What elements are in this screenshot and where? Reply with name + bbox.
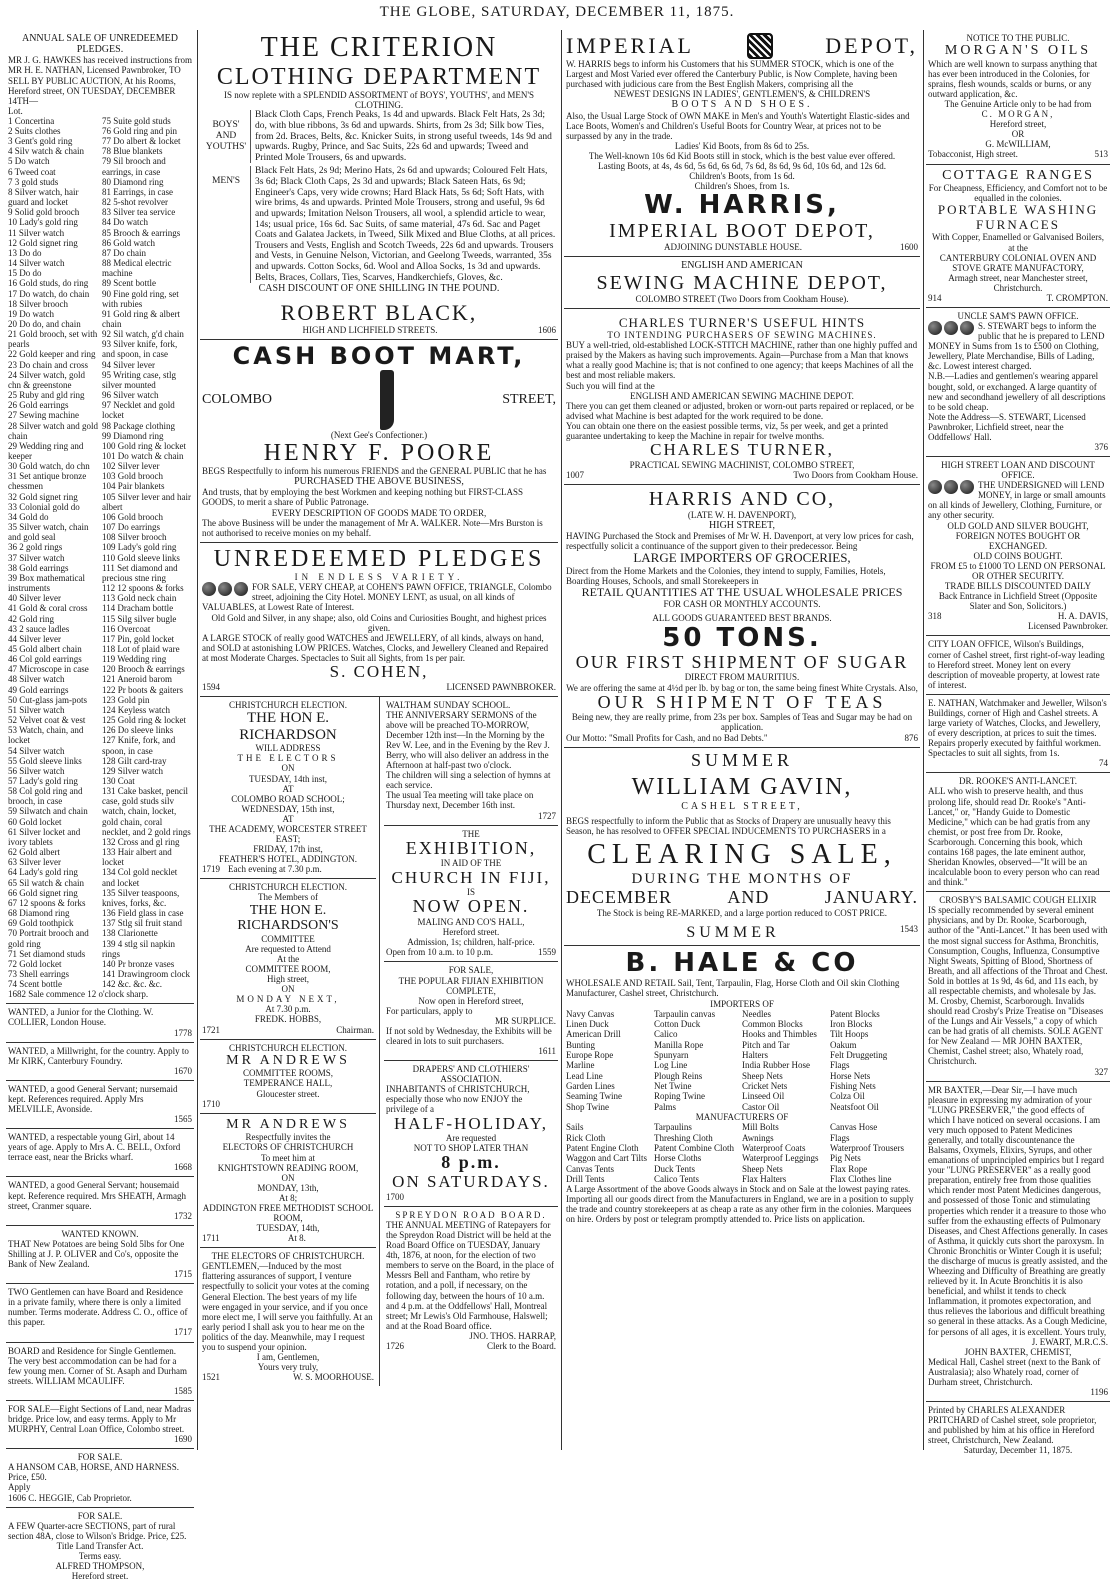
lot-item: 110 Gold sleeve links <box>102 552 180 563</box>
lot-item: 109 Lady's gold ring <box>102 542 177 553</box>
lot-item: 87 Do chain <box>102 247 146 258</box>
lot-item: 130 Coat <box>102 776 135 786</box>
lot-item: 18 Silver brooch <box>8 298 68 309</box>
lot-item: 135 Silver teaspoons, knives, forks, &c. <box>102 887 180 908</box>
list-item: Hooks and Thimbles <box>742 1029 817 1040</box>
lot-item: 101 Do watch & chain <box>102 451 184 461</box>
lot-item: 28 Silver watch and gold chain <box>8 420 98 441</box>
printer-imprint: Printed by CHARLES ALEXANDER PRITCHARD of Cashel street, sole proprietor, and published by him at his office in Hereford street, Christchurch, New Zealand. Saturday, December 11, 1875. <box>928 1405 1097 1456</box>
lot-item: 20 Do do, and chain <box>8 318 81 329</box>
lot-item: 86 Gold watch <box>102 237 155 248</box>
lot-item: 129 Silver watch <box>102 765 163 776</box>
list-item: Plough Reins <box>654 1070 703 1081</box>
lot-item: 38 Gold earrings <box>8 562 69 573</box>
lot-item: 36 2 gold rings <box>8 542 63 553</box>
list-item: Tarpaulins <box>654 1122 692 1133</box>
lot-item: 68 Diamond ring <box>8 908 70 919</box>
lot-item: 97 Necklet and gold locket <box>102 400 175 421</box>
lot-item: 70 Portrait brooch and gold ring <box>8 928 89 949</box>
list-item: Waterproof Leggings <box>742 1153 819 1164</box>
list-item: Pig Nets <box>830 1153 861 1164</box>
lot-item: 121 Aneroid barom <box>102 674 172 685</box>
lot-item: 63 Silver lever <box>8 857 61 868</box>
lot-item: 106 Gold brooch <box>102 511 163 522</box>
lot-item: 43 2 sauce ladles <box>8 623 70 634</box>
lot-item: 56 Silver watch <box>8 765 65 776</box>
lot-item: 79 Sil brooch and earrings, in case <box>102 156 166 177</box>
unredeemed-pledges-ad: UNREDEEMED PLEDGES IN ENDLESS VARIETY. FOR SALE, VERY CHEAP, at COHEN'S PAWN OFFICE, TRIANGLE, Colombo street, adjoining the City Hotel. MONEY LENT, as usual, on all kinds of VALUABLES, at Lowest Rate of Interest. Old Gold and Silver, in any shape; also, old Coins and Curiosities Bought, and highest prices given. A LARGE STOCK of really good WATCHES and JEWELLERY, of all kinds, always on hand, and SOLD at astonishing LOW PRICES. Watches, Clocks, and Jewellery Cleaned and Repaired at most Moderate Charges. Spectacles to Suit all Sights, from 1s per pair. S. COHEN, 1594 LICENSED PAWNBROKER. <box>200 543 558 697</box>
list-item: Spunyarn <box>654 1050 689 1061</box>
list-item: Castor Oil <box>742 1101 780 1112</box>
column-1 <box>6 30 194 1582</box>
lot-item: 35 Silver watch, chain and gold seal <box>8 522 89 543</box>
lot-item: 112 12 spoons & forks <box>102 583 184 594</box>
royal-crest-icon <box>747 33 773 59</box>
cough-elixir-ad: CROSBY'S BALSAMIC COUGH ELIXIR IS specially recommended by several eminent physicians, and by Dr. Rooke, Scarborough, author of the "Anti-Lancet." It has been used with the most signal success for Asthma, Bronchitis, Consumption, Coughs, Influenza, Consumptive Night Sweats, Spitting of Blood, Shortness of Breath, and all affections of the Throat and Chest. Sold in bottles at 1s 9d, 4s 6d, and 11s each, by all respectable chemists, and wholesale by Jas. M. Crosby, Chemist, Scarborough. Invalids should read Crosby's Prize Treatise on "Diseases of the Lungs and Air Vessels," a copy of which can be had gratis of all chemists. SOLE AGENT for New Zealand — MR JOHN BAXTER, Chemist, Cashel street; also, Whately road, Christchurch. 327 <box>926 892 1110 1081</box>
lot-item: 76 Gold ring and pin <box>102 126 177 136</box>
turner-hints-ad: CHARLES TURNER'S USEFUL HINTS TO INTENDING PURCHASERS OF SEWING MACHINES. BUY a well-tried, old-established LOCK-STITCH MACHINE, rather than one highly puffed and praised by the Makers as having such improvements. Again—Purchase from a Man that knows what a really good Machine is; that is not confined to one agency; that keeps Machines of all the best and most reliable makers. Such you will find at the ENGLISH AND AMERICAN SEWING MACHINE DEPOT. There you can get them cleaned or adjusted, broken or worn-out parts repaired or replaced, or be advised what Machine is best adapted for the work required to be done. You can obtain one there on the easiest possible terms, viz, 5s per week, and get a printed guarantee undertaking to keep the Machine in repair for twelve months. CHARLES TURNER, PRACTICAL SEWING MACHINIST, COLOMBO STREET, 1007 Two Doors from Cookham House. <box>564 309 920 485</box>
list-item: Lead Line <box>566 1070 603 1081</box>
list-item: India Rubber Hose <box>742 1060 810 1071</box>
lot-item: 29 Wedding ring and keeper <box>8 440 84 461</box>
lot-item: 5 Do watch <box>8 156 50 167</box>
lot-item: 33 Colonial gold do <box>8 501 80 512</box>
list-item: Flax Rope <box>830 1163 868 1174</box>
list-item: Roping Twine <box>654 1091 705 1102</box>
election-ad: CHRISTCHURCH ELECTION. The Members of THE HON E. RICHARDSON'S COMMITTEE Are requested to Attend At the COMMITTEE ROOM, High street, ON MONDAY NEXT, At 7.30 p.m. FREDK. HOBBS, 1721 Chairman. <box>200 879 376 1039</box>
lot-item: 8 Silver watch, hair guard and locket <box>8 186 79 208</box>
lot-item: 59 Silwatch and chain <box>8 806 88 817</box>
lot-item: 116 Overcoat <box>102 623 151 634</box>
list-item: Mill Bolts <box>742 1122 779 1133</box>
list-item: Canvas Hose <box>830 1122 878 1133</box>
lot-item: 71 Set diamond studs <box>8 948 86 959</box>
lot-item: 31 Set antique bronze chessmen <box>8 471 87 492</box>
list-item: Marline <box>566 1060 595 1071</box>
board-ad: BOARD and Residence for Single Gentlemen. The very best accommodation can be had for a few young men. Corner of St. Asaph and Durham streets. WILLIAM MCAULIFF. 1585 <box>6 1343 194 1401</box>
lot-item: 123 Gold pin <box>102 694 150 705</box>
for-sale-sections-ad: FOR SALE. A FEW Quarter-acre SECTIONS, part of rural section 48A, close to Wilson's Bridge. Price, £25. Title Land Transfer Act. Terms easy. ALFRED THOMPSON, Hereford street. <box>8 1510 187 1582</box>
list-item: Europe Rope <box>566 1050 614 1061</box>
lot-item: 52 Velvet coat & vest <box>8 715 86 726</box>
lot-item: 7 3 gold studs <box>8 176 59 187</box>
manufacturers-list <box>566 1122 918 1184</box>
lot-item: 85 Brooch & earrings <box>102 227 181 238</box>
list-item: Sails <box>566 1122 584 1133</box>
morgans-oils-ad: NOTICE TO THE PUBLIC. MORGAN'S OILS Which are well known to surpass anything that has ever been introduced in the Colonies, for sprains, flesh wounds, scalds or burns, or any outward application, &c. The Genuine Article only to be had from C. MORGAN, Hereford street, OR G. McWILLIAM, Tobacconist, High street. 513 <box>926 30 1110 165</box>
lot-item: 124 Keyless watch <box>102 704 170 715</box>
lot-item: 13 Do do <box>8 247 42 258</box>
uncle-sams-ad: UNCLE SAM'S PAWN OFFICE. S. STEWART begs to inform the public that he is prepared to LEND MONEY in Sums from 1s to £500 on Clothing, Jewellery, Plate Merchandise, Bills of Lading, &c. Lowest interest charged. N.B.—Ladies and gentlemen's wearing apparel bought, sold, or exchanged. A large quantity of new and secondhand jewellery of all descriptions to be sold cheap. Note the Address—S. STEWART, Licensed Pawnbroker, Lichfield street, near the Oddfellows' Hall. 376 <box>926 308 1110 457</box>
electors-letter: THE ELECTORS OF CHRISTCHURCH. GENTLEMEN,—Induced by the most flattering assurances of support, I venture respectfully to solicit your votes at the coming General Election. The best years of my life were engaged in your service, and if you once more elect me, I will serve you faithfully. At an early period I shall ask you to hear me on the politics of the day. Meanwhile, may I request you to suspend your opinion. I am, Gentlemen, Yours very truly, 1521 W. S. MOORHOUSE. <box>202 1251 374 1383</box>
wanted-ad: WANTED, a good General Servant; nursemaid kept. References required. Apply Mrs MELVILLE, Avonside. 1565 <box>6 1081 194 1129</box>
list-item: Flags <box>830 1060 850 1071</box>
list-item: Duck Tents <box>654 1163 695 1174</box>
lot-item: 65 Sil watch & chain <box>8 877 84 888</box>
lot-item: 142 &c. &c. &c. <box>102 979 162 990</box>
lot-item: 92 Sil watch, g'd chain <box>102 329 184 340</box>
lot-item: 89 Scent bottle <box>102 278 156 289</box>
lot-item: 57 Lady's gold ring <box>8 776 78 786</box>
lot-item: 95 Writing case, stlg silver mounted <box>102 369 176 390</box>
lot-item: 24 Silver watch, gold chn & greenstone <box>8 369 85 390</box>
lot-item: 115 Silg silver bugle <box>102 613 177 624</box>
list-item: Pitch and Tar <box>742 1039 790 1050</box>
lot-item: 111 Set diamond and precious stne ring <box>102 562 178 583</box>
lot-item: 37 Silver watch <box>8 552 65 563</box>
list-item: Seaming Twine <box>566 1091 622 1102</box>
lot-item: 19 Do watch <box>8 308 54 319</box>
lung-preserver-ad: MR BAXTER,—Dear Sir,—I have much pleasure in expressing my admiration of your "LUNG PRESERVER," the good effects of which I have noticed on several occasions. I am very much opposed to Patent Medicines generally, and totally discountenance the Balsams, Oxymels, Elixirs, Syrups, and other emanations of unprincipled empirics but I regard your "LUNG PRESERVER" as a really good preparation, entirely free from those qualities which render most Patent Medicines dangerous, and possessed of those Tonic and stimulating properties which render it a treasure to those who suffer from the exhausting effects of Pulmonary Diseases, and Chest Affections generally. In cases of Asthma, it quickly cuts short the paroxysm. In Chronic Bronchitis or Winter Cough it is useful; the discharge of mucus is greatly assisted, and the Wheezing and Difficulty of Breathing are greatly relieved by it. In Acute Bronchitis it is also beneficial, and whilst it tends to check Inflammation, it promotes expectoration, and thus relieves the laborious and difficult breathing so general in these attacks. As a Cough Medicine, for persons of all ages, it is excellent. Yours truly, J. EWART, M.R.C.S. JOHN BAXTER, CHEMIST, Medical Hall, Cashel street (next to the Bank of Australasia); also Whately road, corner of Durham street, Christchurch. 1196 <box>926 1082 1110 1402</box>
lot-item: 9 Solid gold brooch <box>8 207 80 218</box>
lot-item: 90 Fine gold ring, set with rubies <box>102 288 179 309</box>
lot-item: 60 Gold locket <box>8 816 62 827</box>
lot-item: 84 Do watch <box>102 217 148 228</box>
list-item: Halters <box>742 1050 768 1061</box>
auction-title: ANNUAL SALE OF UNREDEEMED PLEDGES. <box>21 33 178 56</box>
list-item: Calico Tents <box>654 1173 699 1184</box>
lot-item: 133 Hair albert and locket <box>102 847 172 868</box>
lot-item: 134 Col gold necklet and locket <box>102 867 178 888</box>
lot-item: 83 Silver tea service <box>102 207 176 218</box>
column-rule <box>923 30 924 1450</box>
lot-item: 88 Medical electric machine <box>102 258 172 279</box>
lot-item: 55 Gold sleeve links <box>8 755 82 766</box>
lot-item: 17 Do watch, do chain <box>8 288 90 299</box>
list-item: Flax Halters <box>742 1173 787 1184</box>
lot-item: 50 Cut-glass jam-pots <box>8 694 87 705</box>
lot-item: 48 Silver watch <box>8 674 65 685</box>
lot-item: 113 Gold neck chain <box>102 593 177 604</box>
list-item: Needles <box>742 1008 771 1019</box>
auction-note: Sale commence 12 o'clock sharp. <box>28 989 149 1000</box>
lot-item: 104 Pair blankets <box>102 481 165 492</box>
column-3 <box>564 30 920 1450</box>
cottage-ranges-ad: COTTAGE RANGES For Cheapness, Efficiency, and Comfort not to be equalled in the colonies. PORTABLE WASHING FURNACES With Copper, Enamelled or Galvanised Boilers, at the CANTERBURY COLONIAL OVEN AND STOVE GRATE MANUFACTORY, Armagh street, near Manchester street, Christchurch. 914 T. CROMPTON. <box>926 165 1110 308</box>
pawn-balls-icon <box>928 321 974 335</box>
list-item: Manilla Rope <box>654 1039 704 1050</box>
list-item: Cricket Nets <box>742 1081 788 1092</box>
lot-item: 66 Gold signet ring <box>8 887 78 898</box>
wanted-ad: WANTED, a Millwright, for the country. Apply to Mr KIRK, Canterbury Foundry. 1670 <box>6 1043 194 1081</box>
list-item: Oakum <box>830 1039 857 1050</box>
list-item: Colza Oil <box>830 1091 865 1102</box>
column-2 <box>200 30 558 1450</box>
lot-item: 22 Gold keeper and ring <box>8 349 96 360</box>
lot-item: 102 Silver lever <box>102 461 160 472</box>
lot-item: 47 Microscope in case <box>8 664 89 675</box>
wanted-known-ad: WANTED KNOWN. THAT New Potatoes are being Sold 5lbs for One Shilling at J. P. OLIVER and Co's, opposite the Bank of New Zealand. 1715 <box>6 1226 194 1284</box>
lot-item: 39 Box mathematical instruments <box>8 572 85 594</box>
cash-boot-mart-ad: CASH BOOT MART, COLOMBO STREET, (Next Gee's Confectioner.) HENRY F. POORE BEGS Respectfully to inform his numerous FRIENDS and the GENERAL PUBLIC that he has PURCHASED THE ABOVE BUSINESS, And trusts, that by employing the best Workmen and keeping nothing but FIRST-CLASS GOODS, to merit a share of Public Patronage. EVERY DESCRIPTION OF GOODS MADE TO ORDER, The above Business will be under the management of Mr A. WALKER. Note—Mrs Burston is not authorised to receive monies on my behalf. <box>200 340 558 543</box>
lot-item: 16 Gold studs, do ring <box>8 278 89 289</box>
lot-item: 1 Concertina <box>8 115 55 126</box>
imperial-boot-ad: IMPERIAL DEPOT, W. HARRIS begs to inform his Customers that his SUMMER STOCK, which is one of the Largest and Most Varied ever offered the Canterbury Public, is Now Complete, having been purchased with judicious care from the Best English Makers, comprising all the NEWEST DESIGNS IN LADIES', GENTLEMEN'S, & CHILDREN'S BOOTS AND SHOES. Also, the Usual Large Stock of OWN MAKE in Men's and Youth's Watertight Elastic-sides and Lace Boots, Women's and Children's Useful Boots for Country Wear, at prices not to be surpassed by any in the trade. Ladies' Kid Boots, from 8s 6d to 25s. The Well-known 10s 6d Kid Boots still in stock, which is the best value ever offered. Lasting Boots, at 4s, 4s 6d, 5s 6d, 6s 6d, 7s 6d, 8s 6d, 9s 6d, 10s 6d, and 12s 6d. Children's Boots, from 1s 6d. Children's Shoes, from 1s. W. HARRIS, IMPERIAL BOOT DEPOT, ADJOINING DUNSTABLE HOUSE. 1600 <box>564 30 920 257</box>
boot-icon <box>380 370 394 430</box>
list-item: Waggon and Cart Tilts <box>566 1153 648 1164</box>
election-ad: MR ANDREWS Respectfully invites the ELECTORS OF CHRISTCHURCH To meet him at KNIGHTSTOWN READING ROOM, ON MONDAY, 13th, At 8; ADDINGTON FREE METHODIST SCHOOL ROOM, TUESDAY, 14th, 1711 At 8. <box>200 1114 376 1249</box>
lot-item: 119 Wedding ring <box>102 654 167 665</box>
hale-co-ad: B. HALE & CO WHOLESALE AND RETAIL Sail, Tent, Tarpaulin, Flag, Horse Cloth and Oil skin Clothing Manufacturer, Cashel street, Christchurch. IMPORTERS OF Navy Canvas Tarpaulin canvas Needles Patent Blocks Linen Duck Cotton Duck Common Blocks Iron Blocks American Drill Calico Hooks and Thimbles Tilt Hoops Bunting Manilla Rope Pitch and Tar Oakum Europe Rope Spunyarn Halters Felt Druggeting Marline Log Line India Rubber Hose Flags Lead Line Plough Reins Sheep Nets Horse Nets Garden Lines Net Twine Cricket Nets Fishing Nets Seaming Twine Roping Twine Linseed Oil Colza Oil Shop Twine Palms Castor Oil Neatsfoot Oil MANUFACTURERS OF Sails Tarpaulins Mill Bolts Canvas Hose Rick Cloth Threshing Cloth Awnings Flags Patent Engine Cloth Patent Combine Cloth Waterproof Coats Waterproof Trousers Waggon and Cart Tilts Horse Cloths Waterproof Leggings Pig Nets Canvas Tents Duck Tents Sheep Nets Flax Rope Drill Tents Calico Tents Flax Halters Flax Clothes line A Large Assortment of the above Goods always in Stock and on Sale at the lowest paying rates. Importing all our goods direct from the Manufacturers in England, we are in a position to supply the trade and country storekeepers at as cheap a rate as any other firm in the colonies. Marquees on hire. Orders by post or telegram promptly attended to. Price lists on application. <box>564 946 920 1228</box>
lot-item: 141 Drawingroom clock <box>102 968 190 979</box>
list-item: Garden Lines <box>566 1081 615 1092</box>
list-item: Iron Blocks <box>830 1018 873 1029</box>
pawn-balls-icon <box>202 582 248 596</box>
lot-item: 69 Gold toothpick <box>8 918 74 929</box>
lot-item: 61 Silver locket and ivory tablets <box>8 826 81 847</box>
lot-item: 91 Gold ring & albert chain <box>102 308 180 329</box>
list-item: Shop Twine <box>566 1101 609 1112</box>
lot-item: 40 Silver lever <box>8 593 61 604</box>
nathan-watchmaker-ad: E. NATHAN, Watchmaker and Jeweller, Wilson's Buildings, corner of High and Cashel streets. A large variety of Watches, Clocks, and Jewellery, of every description, at prices to suit the times. Repairs properly executed by faithful workmen. Spectacles to suit all sights, from 1s. 74 <box>926 695 1110 774</box>
list-item: Log Line <box>654 1060 688 1071</box>
list-item: Waterproof Trousers <box>830 1142 905 1153</box>
list-item: Bunting <box>566 1039 596 1050</box>
lot-item: 81 Earrings, in case <box>102 186 173 197</box>
list-item: Linen Duck <box>566 1018 609 1029</box>
lot-item: 58 Col gold ring and brooch, in case <box>8 786 83 807</box>
list-item: Patent Combine Cloth <box>654 1142 734 1153</box>
lot-item: 45 Gold albert chain <box>8 643 82 654</box>
city-loan-ad: CITY LOAN OFFICE, Wilson's Buildings, corner of Cashel street, first right-of-way leading to Hereford street. Money lent on every description of moveable property, at lowest rate of interest. <box>926 636 1110 694</box>
column-rule <box>561 30 562 1450</box>
list-item: Navy Canvas <box>566 1008 615 1019</box>
list-item: Rick Cloth <box>566 1132 606 1143</box>
list-item: Tarpaulin canvas <box>654 1008 716 1019</box>
election-ad: CHRISTCHURCH ELECTION. MR ANDREWS COMMITTEE ROOMS, TEMPERANCE HALL, Gloucester street. 1710 <box>200 1040 376 1114</box>
for-sale-cab-ad: FOR SALE. A HANSOM CAB, HORSE, AND HARNESS. Price, £50. Apply 1606 C. HEGGIE, Cab Proprietor. <box>6 1449 194 1507</box>
lot-item: 11 Silver watch <box>8 227 65 238</box>
list-item: Calico <box>654 1029 678 1040</box>
lot-item: 82 5-shot revolver <box>102 197 168 208</box>
lot-item: 32 Gold signet ring <box>8 491 78 502</box>
half-holiday-ad: DRAPERS' AND CLOTHIERS' ASSOCIATION. INHABITANTS of CHRISTCHURCH, especially those who now ENJOY the privilege of a HALF-HOLIDAY, Are requested NOT TO SHOP LATER THAN 8 p.m. ON SATURDAYS. 1700 <box>384 1061 558 1207</box>
list-item: Threshing Cloth <box>654 1132 713 1143</box>
lot-item: 53 Watch, chain, and locket <box>8 725 84 746</box>
lot-item: 2 Suits clothes <box>8 126 61 136</box>
lot-item: 132 Cross and gl ring <box>102 836 180 847</box>
board-ad: TWO Gentlemen can have Board and Residence in a private family, where there is only a limited number. Terms moderate. Address C. O., office of this paper. 1717 <box>6 1284 194 1342</box>
auction-ref: 1682 <box>8 989 26 1000</box>
lot-item: 44 Silver lever <box>8 633 61 644</box>
list-item: Net Twine <box>654 1081 692 1092</box>
sunday-school-ad: WALTHAM SUNDAY SCHOOL. THE ANNIVERSARY SERMONS of the above will be preached TO-MORROW, December 12th inst—In the Morning by the Rev W. Lee, and in the Evening by the Rev J. Berry, who will also deliver an address in the Afternoon at half-past two o'clock. The children will sing a selection of hymns at each service. The usual Tea meeting will take place on Thursday next, December 16th inst. 1727 <box>384 697 558 826</box>
lot-item: 51 Silver watch <box>8 704 65 715</box>
lot-item: 42 Gold ring <box>8 613 54 624</box>
lot-item: 140 Pr bronze vases <box>102 958 175 969</box>
lot-item: 114 Dracham bottle <box>102 603 174 614</box>
column-rule <box>197 30 198 1450</box>
lot-item: 21 Gold brooch, set with pearls <box>8 329 98 350</box>
list-item: Horse Cloths <box>654 1153 702 1164</box>
list-item: Neatsfoot Oil <box>830 1101 879 1112</box>
column-4 <box>926 30 1110 1456</box>
list-item: Patent Engine Cloth <box>566 1142 639 1153</box>
wanted-ad: WANTED, a good General Servant; housemaid kept. Reference required. Mrs SHEATH, Armagh street, Cranmer square. 1732 <box>6 1177 194 1225</box>
lot-item: 15 Do do <box>8 268 42 279</box>
lot-item: 103 Gold brooch <box>102 471 163 482</box>
lot-item: 75 Suite gold studs <box>102 115 171 126</box>
list-item: Fishing Nets <box>830 1081 876 1092</box>
high-street-loan-ad: HIGH STREET LOAN AND DISCOUNT OFFICE. THE UNDERSIGNED will LEND MONEY, in large or small amounts on all kinds of Jewellery, Clothing, Furniture, or any other security. OLD GOLD AND SILVER BOUGHT, FOREIGN NOTES BOUGHT OR EXCHANGED. OLD COINS BOUGHT. FROM £5 to £1000 TO LEND ON PERSONAL OR OTHER SECURITY. TRADE BILLS DISCOUNTED DAILY Back Entrance in Lichfield Street (Opposite Slater and Son, Solicitors.) 318 H. A. DAVIS, Licensed Pawnbroker. <box>926 457 1110 636</box>
list-item: Cotton Duck <box>654 1018 701 1029</box>
lot-header: Lot. <box>8 105 23 116</box>
lot-item: 62 Gold albert <box>8 847 60 858</box>
list-item: Flags <box>830 1132 850 1143</box>
list-item: Canvas Tents <box>566 1163 614 1174</box>
lot-item: 128 Gilt card-tray <box>102 755 167 766</box>
anti-lancet-ad: DR. ROOKE'S ANTI-LANCET. ALL who wish to preserve health, and thus prolong life, should read Dr. Rooke's "Anti-Lancet," or, "Handy Guide to Domestic Medicine," which can be had gratis from any chemist, or post free from Dr. Rooke, Scarborough. Concerning this book, which contains 168 pages, the late eminent author, Sheridan Knowles, observed—"It will be an incalculable boon to every person who can read and think." <box>926 773 1110 892</box>
lot-item: 6 Tweed coat <box>8 166 56 177</box>
lot-item: 100 Gold ring & locket <box>102 440 186 451</box>
lot-item: 122 Pr boots & gaiters <box>102 684 183 695</box>
lot-item: 131 Cake basket, pencil case, gold studs silv watch, chain, locket, gold chain, coral necklet, and 2 gold rings <box>102 786 191 837</box>
sewing-machine-ad: ENGLISH AND AMERICAN SEWING MACHINE DEPOT, COLOMBO STREET (Two Doors from Cookham House). <box>564 257 920 308</box>
auction-intro: MR J. G. HAWKES has received instructions from MR H. E. NATHAN, Licensed Pawnbroker, TO SELL BY PUBLIC AUCTION, At his Rooms, Hereford street, ON TUESDAY, DECEMBER 14TH— <box>8 55 192 106</box>
pawn-balls-icon <box>928 480 974 494</box>
lot-item: 99 Diamond ring <box>102 430 164 441</box>
election-ad: CHRISTCHURCH ELECTION. THE HON E. RICHARDSON WILL ADDRESS THE ELECTORS ON TUESDAY, 14th inst, AT COLOMBO ROAD SCHOOL; WEDNESDAY, 15th inst, AT THE ACADEMY, WORCESTER STREET EAST; FRIDAY, 17th inst, FEATHER'S HOTEL, ADDINGTON. 1719 Each evening at 7.30 p.m. <box>200 697 376 880</box>
list-item: Palms <box>654 1101 677 1112</box>
harris-co-ad: HARRIS AND CO, (LATE W. H. DAVENPORT), HIGH STREET, HAVING Purchased the Stock and Premises of Mr W. H. Davenport, at very low prices for cash, respectfully solicit a continuance of the support given to their predecessor. Being LARGE IMPORTERS OF GROCERIES, Direct from the Home Markets and the Colonies, they intend to supply, Families, Hotels, Boarding Houses, Schools, and small Storekeepers in RETAIL QUANTITIES AT THE USUAL WHOLESALE PRICES FOR CASH OR MONTHLY ACCOUNTS. ALL GOODS GUARANTEED BEST BRANDS. 50 TONS. OUR FIRST SHIPMENT OF SUGAR DIRECT FROM MAURITIUS. We are offering the same at 4½d per lb. by bag or ton, the same being finest White Crystals. Also, OUR SHIPMENT OF TEAS Being new, they are really prime, from 23s per box. Samples of Teas and Sugar may be had on application. Our Motto: "Small Profits for Cash, and no Bad Debts." 876 <box>564 485 920 748</box>
lot-item: 117 Pin, gold locket <box>102 633 175 644</box>
lot-item: 139 4 stlg sil napkin rings <box>102 938 176 959</box>
road-board-ad: SPREYDON ROAD BOARD. THE ANNUAL MEETING of Ratepayers for the Spreydon Road District will be held at the Road Board Office on TUESDAY, January 4th, 1876, at noon, for the election of two members to serve on the Board, in the place of Messrs Bell and Fantham, who retire by rotation, and a poll, if necessary, on the following day, between the hours of 10 a.m. and 4 p.m. at the Oddfellows' Hall, Montreal street; Mr Lewis's Old Farmhouse, Halswell; and at the Road Board office. JNO. THOS. HARRAP, 1726 Clerk to the Board. <box>386 1209 556 1351</box>
auction-ad <box>6 30 194 1004</box>
lot-item: 46 Col gold earrings <box>8 654 82 665</box>
lot-item: 3 Gent's gold ring <box>8 136 73 147</box>
list-item: Tilt Hoops <box>830 1029 869 1040</box>
lot-item: 107 Do earrings <box>102 522 160 533</box>
lot-item: 136 Field glass in case <box>102 908 184 919</box>
lot-item: 23 Do chain and cross <box>8 359 88 370</box>
criterion-ad: THE CRITERION CLOTHING DEPARTMENT IS now replete with a SPLENDID ASSORTMENT of BOYS', YOUTHS', and MEN'S CLOTHING. BOYS' AND YOUTHS' Black Cloth Caps, French Peaks, 1s 4d and upwards. Black Felt Hats, 2s 3d; do, with blue ribbons, 3s 6d and upwards. Shirts, from 2s 3d; Silk bow Ties, from 2d. Braces, Belts, &c. Knicker Suits, in strong useful tweeds, 14s 9d and upwards. Rugby, Prince, and Sac Suits, 22s 6d and upwards; Tweed and Printed Mole Trousers, 6s and upwards. MEN'S Black Felt Hats, 2s 9d; Merino Hats, 2s 6d and upwards; Coloured Felt Hats, 3s 6d; Black Cloth Caps, 2s 3d and upwards; Black Sateen Hats, 6s 9d; Engineer's Caps, very wide crowns; Hard Black Hats, 5s 6d; Soft Hats, with wire brims, 4s and upwards. Printed Mole Trousers, strong and useful, 9s 6d and upwards; Imitation Nelson Trousers, all wool, a splendid article to wear, 14s; usual price, 16s 6d. Sac Suits, of same material, 47s 6d. Sac and Paget Coats and Galatea Jackets, in Tweed, Silk Mixed and Blue Cloths, at all prices. Trousers and Vests, English and Scotch Tweeds, 22s 6d and upwards. Trousers and Vests, in Genuine Nelson, Victorian, and Geelong Tweeds, warranted, 35s and upwards. Cotton Socks, 6d. Wool and Alloa Socks, 1s 3d and upwards. Belts, Braces, Collars, Ties, Scarves, Handkerchiefs, Gloves, &c. CASH DISCOUNT OF ONE SHILLING IN THE POUND. ROBERT BLACK, HIGH AND LICHFIELD STREETS. 1606 <box>200 30 558 340</box>
lot-item: 27 Sewing machine <box>8 410 79 421</box>
list-item: Waterproof Coats <box>742 1142 806 1153</box>
lot-item: 4 Silv watch & chain <box>8 146 84 157</box>
lot-item: 126 Do sleeve links <box>102 725 174 736</box>
lot-item: 67 12 spoons & forks <box>8 897 86 908</box>
wanted-ad: WANTED, a Junior for the Clothing. W. COLLIER, London House. 1778 <box>6 1004 194 1042</box>
lot-item: 12 Gold signet ring <box>8 237 78 248</box>
gavin-clearing-ad: SUMMER WILLIAM GAVIN, CASHEL STREET, BEGS respectfully to inform the Public that as Stocks of Drapery are unusually heavy this Season, he has resolved to OFFER SPECIAL INDUCEMENTS TO PURCHASERS in a CLEARING SALE, DURING THE MONTHS OF DECEMBER AND JANUARY. The Stock is being RE-MARKED, and a large portion reduced to COST PRICE. SUMMER 1543 <box>564 748 920 947</box>
lot-item: 25 Ruby and gld ring <box>8 390 85 401</box>
lot-item: 14 Silver watch <box>8 258 65 269</box>
lot-item: 54 Silver watch <box>8 745 65 756</box>
list-item: Common Blocks <box>742 1018 803 1029</box>
lot-item: 34 Gold do <box>8 511 49 522</box>
land-ad: FOR SALE—Eight Sections of Land, near Madras bridge. Price low, and easy terms. Apply to Mr MURPHY, Central Loan Office, Colombo street. 1690 <box>6 1401 194 1449</box>
lot-item: 73 Shell earrings <box>8 968 69 979</box>
exhibition-ad: THE EXHIBITION, IN AID OF THE CHURCH IN FIJI, IS NOW OPEN. MALING AND CO'S HALL, Hereford street. Admission, 1s; children, half-price. Open from 10 a.m. to 10 p.m. 1559 <box>384 826 558 963</box>
lot-item: 127 Knife, fork, and spoon, in case <box>102 735 176 756</box>
lot-item: 108 Silver brooch <box>102 532 167 543</box>
lot-item: 78 Blue blankets <box>102 146 163 157</box>
list-item: Patent Blocks <box>830 1008 880 1019</box>
list-item: Sheep Nets <box>742 1163 783 1174</box>
lot-item: 120 Brooch & earrings <box>102 664 185 675</box>
importers-list <box>566 1009 918 1112</box>
lot-item: 74 Scent bottle <box>8 979 62 990</box>
fijian-sale-ad: FOR SALE, THE POPULAR FIJIAN EXHIBITION COMPLETE, Now open in Hereford street, For particulars, apply to MR SURPLICE. If not sold by Wednesday, the Exhibits will be cleared in lots to suit purchasers. 1611 <box>384 962 558 1061</box>
lot-item: 125 Gold ring & locket <box>102 715 186 726</box>
list-item: Linseed Oil <box>742 1091 785 1102</box>
lot-item: 105 Silver lever and hair albert <box>102 491 191 512</box>
lot-item: 77 Do albert & locket <box>102 136 181 147</box>
lot-item: 30 Gold watch, do chn <box>8 461 90 472</box>
lot-item: 118 Lot of plaid ware <box>102 643 180 654</box>
lot-item: 41 Gold & coral cross <box>8 603 88 614</box>
list-item: Awnings <box>742 1132 774 1143</box>
list-item: Horse Nets <box>830 1070 871 1081</box>
list-item: Felt Druggeting <box>830 1050 888 1061</box>
list-item: Sheep Nets <box>742 1070 783 1081</box>
lot-item: 98 Package clothing <box>102 420 175 431</box>
list-item: American Drill <box>566 1029 621 1040</box>
lot-item: 10 Lady's gold ring <box>8 217 78 228</box>
list-item: Drill Tents <box>566 1173 605 1184</box>
wanted-ad: WANTED, a respectable young Girl, about 14 years of age. Apply to Mrs A. C. BELL, Oxford terrace east, near the Bricks wharf. 1668 <box>6 1129 194 1177</box>
lot-item: 80 Diamond ring <box>102 176 164 187</box>
lot-item: 49 Gold earrings <box>8 684 69 695</box>
lot-item: 137 Stlg sil fruit stand <box>102 918 183 929</box>
lot-item: 94 Silver lever <box>102 359 155 370</box>
lot-item: 64 Lady's gold ring <box>8 867 78 878</box>
masthead: THE GLOBE, SATURDAY, DECEMBER 11, 1875. <box>379 4 735 20</box>
lot-item: 26 Gold earrings <box>8 400 69 411</box>
lot-item: 72 Gold locket <box>8 958 62 969</box>
lot-item: 93 Silver knife, fork, and spoon, in case <box>102 339 178 360</box>
list-item: Flax Clothes line <box>830 1173 892 1184</box>
lot-item: 138 Clarionette <box>102 928 158 939</box>
lot-item: 96 Silver watch <box>102 390 159 401</box>
lots-list <box>8 116 192 989</box>
